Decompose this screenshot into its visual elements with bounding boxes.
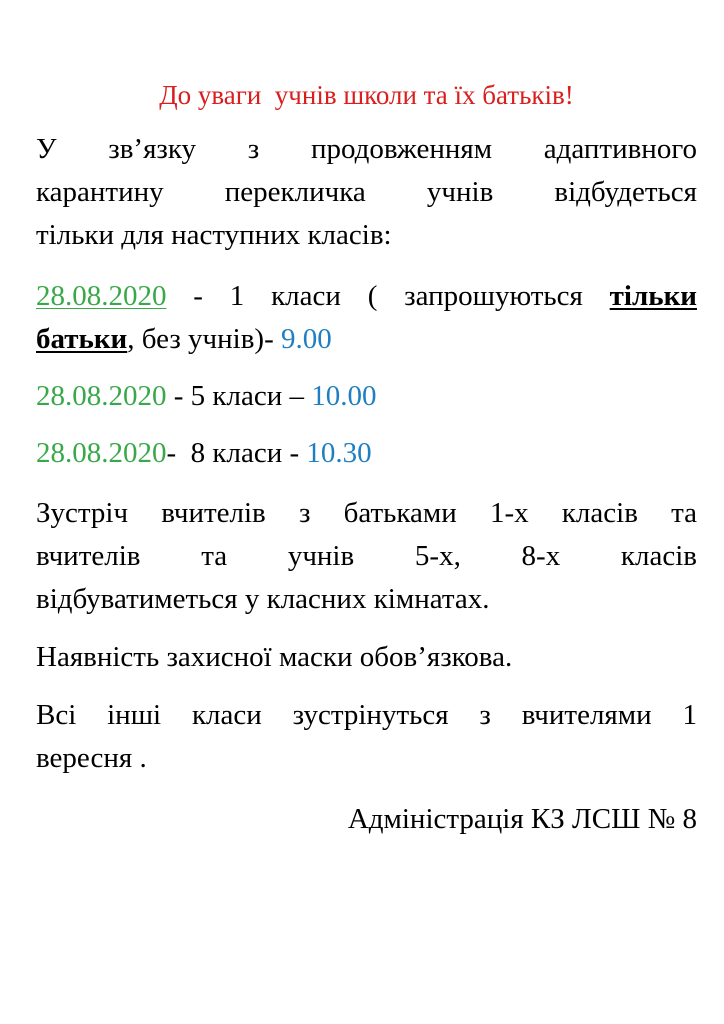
schedule-time: 10.30 (306, 437, 372, 469)
schedule-line (36, 275, 697, 318)
notice-title: До уваги учнів школи та їх батьків! (159, 80, 574, 110)
intro-line: карантину перекличка учнів відбудеться (36, 176, 697, 208)
schedule-emphasis: батьки (36, 323, 128, 355)
intro-line: тільки для наступних класів: (36, 219, 392, 251)
mask-notice-line: Наявність захисної маски обов’язкова. (36, 641, 513, 673)
schedule-date: 28.08.2020 (36, 280, 167, 312)
other-classes-paragraph (36, 694, 697, 780)
schedule-item-1 (36, 275, 697, 361)
meeting-line: відбуватиметься у класних кімнатах. (36, 583, 490, 615)
schedule-text: , без учнів)- (127, 323, 281, 355)
schedule-item-3 (36, 432, 697, 475)
meeting-paragraph (36, 492, 697, 621)
other-classes-line: Всі інші класи зустрінуться з вчителями 1 (36, 699, 697, 731)
intro-paragraph (36, 128, 697, 257)
schedule-date: 28.08.2020 (36, 380, 167, 412)
meeting-line: Зустріч вчителів з батьками 1-х класів та (36, 497, 697, 529)
schedule-date: 28.08.2020 (36, 437, 167, 469)
meeting-line: вчителів та учнів 5-х, 8-х класів (36, 540, 697, 572)
mask-notice (36, 636, 697, 679)
other-classes-line: вересня . (36, 742, 147, 774)
schedule-emphasis: тільки (609, 280, 697, 312)
schedule-text: - 1 класи ( запрошуються (166, 280, 610, 312)
signature: Адміністрація КЗ ЛСШ № 8 (347, 803, 697, 835)
schedule-line (36, 318, 697, 361)
schedule-item-2 (36, 375, 697, 418)
schedule-text: - 8 класи - (166, 437, 307, 469)
intro-line: У зв’язку з продовженням адаптивного (36, 133, 697, 165)
schedule-text: - 5 класи – (166, 380, 312, 412)
schedule-time: 9.00 (280, 323, 332, 355)
schedule-line (36, 432, 697, 475)
schedule-line (36, 375, 697, 418)
schedule-time: 10.00 (311, 380, 377, 412)
